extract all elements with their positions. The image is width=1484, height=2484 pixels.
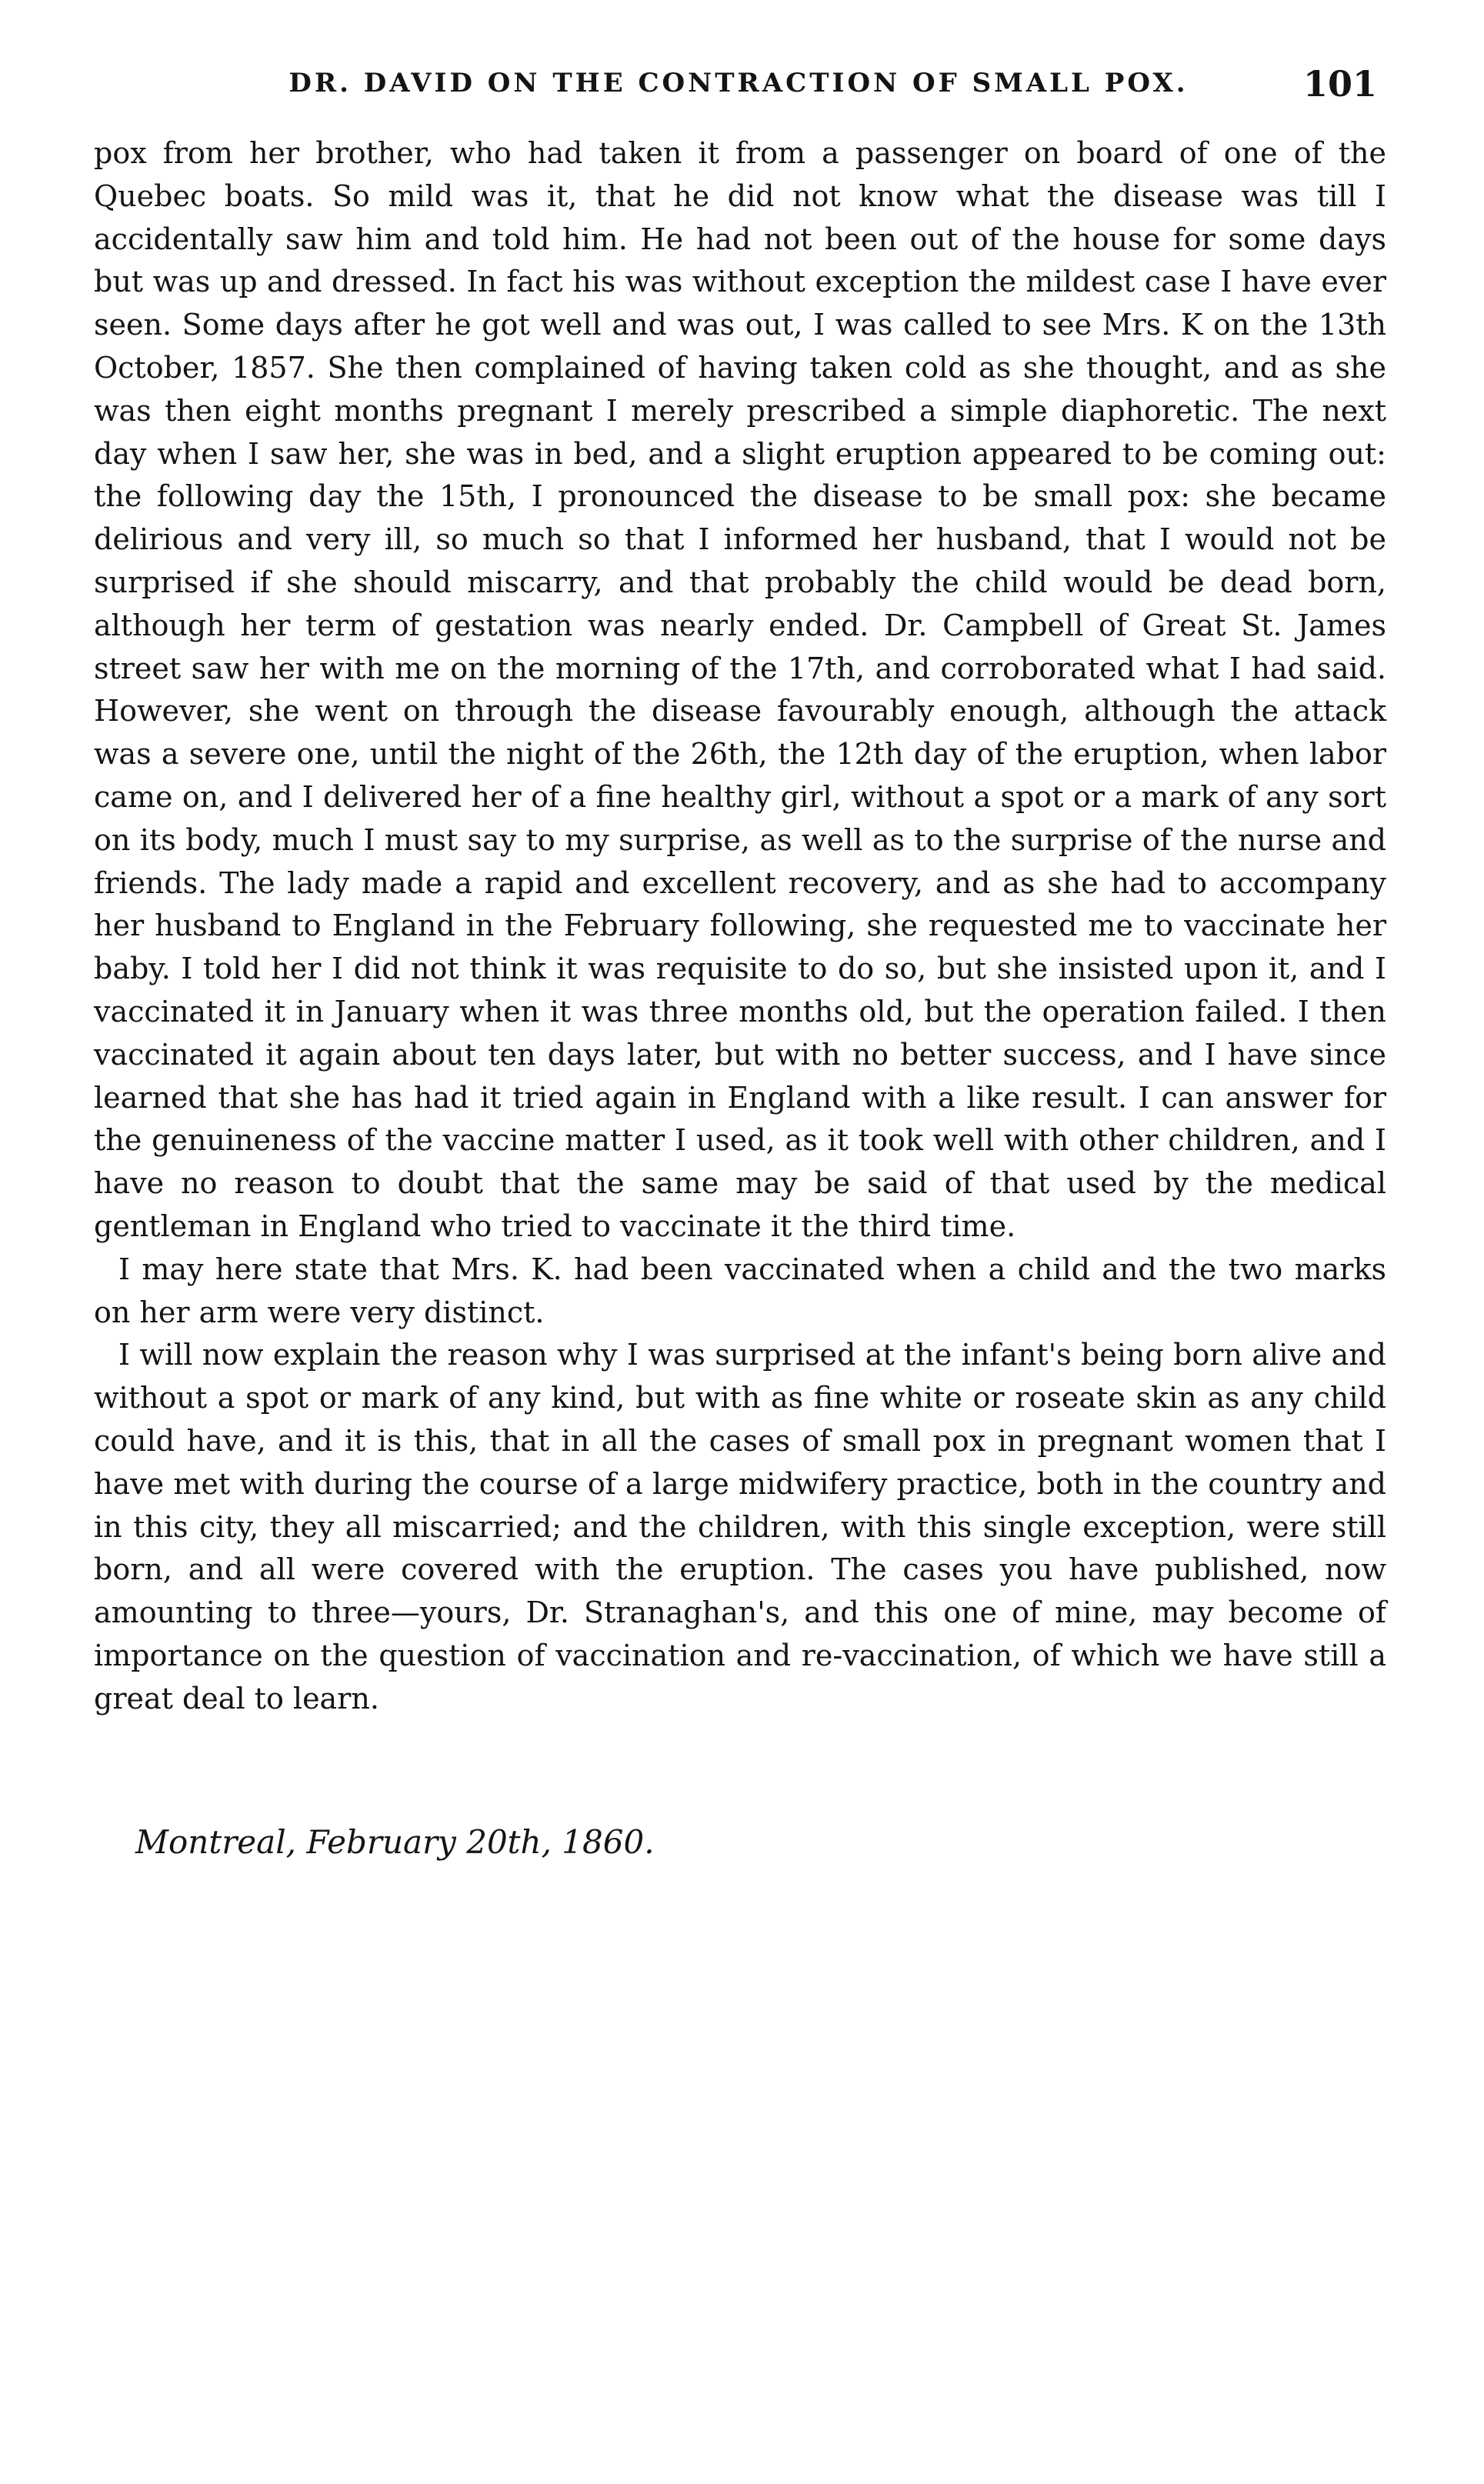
- page-number: 101: [1302, 63, 1377, 105]
- paragraph-vaccination-note: I may here state that Mrs. K. had been vaccinated when a child and the two marks on her arm were very distinct.: [94, 1252, 1386, 1329]
- running-title: DR. DAVID ON THE CONTRACTION OF SMALL POX.: [288, 68, 1189, 98]
- paragraph-explanation: I will now explain the reason why I was surprised at the infant's being born alive and without a spot or mark of any kind, but with as fine white or roseate skin as any child could have, and it is this, that in all the cases of small pox in pregnant women that I have met with during the course of a large midwifery practice, both in the country and in this city, they all miscarried; and the children, with this single exception, were still born, and all were covered with the eruption. The cases you have published, now amounting to three—yours, Dr. Stranaghan's, and this one of mine, may become of importance on the question of vaccination and re-vaccination, of which we have still a great deal to learn.: [94, 1338, 1386, 1715]
- running-head: [100, 63, 1377, 122]
- signoff-place-date: Montreal, February 20th, 1860.: [135, 1823, 655, 1861]
- article-body: [94, 132, 1386, 1720]
- paragraph-continuation: pox from her brother, who had taken it from a passenger on board of one of the Quebec boats. So mild was it, that he did not know what the disease was till I accidentally saw him and told him. He had not been out of the house for some days but was up and dressed. In fact his was without exception the mildest case I have ever seen. Some days after he got well and was out, I was called to see Mrs. K on the 13th October, 1857. She then complained of having taken cold as she thought, and as she was then eight months pregnant I merely prescribed a simple diaphoretic. The next day when I saw her, she was in bed, and a slight eruption appeared to be coming out: the following day the 15th, I pronounced the disease to be small pox: she became delirious and very ill, so much so that I informed her husband, that I would not be surprised if she should miscarry, and that probably the child would be dead born, although her term of gestation was nearly ended. Dr. Campbell of Great St. James street saw her with me on the morning of the 17th, and corroborated what I had said. However, she went on through the disease favourably enough, although the attack was a severe one, until the night of the 26th, the 12th day of the eruption, when labor came on, and I delivered her of a fine healthy girl, without a spot or a mark of any sort on its body, much I must say to my surprise, as well as to the surprise of the nurse and friends. The lady made a rapid and excellent recovery, and as she had to accompany her husband to England in the February following, she requested me to vaccinate her baby. I told her I did not think it was requisite to do so, but she insisted upon it, and I vaccinated it in January when it was three months old, but the operation failed. I then vaccinated it again about ten days later, but with no better success, and I have since learned that she has had it tried again in England with a like result. I can answer for the genuineness of the vaccine matter I used, as it took well with other children, and I have no reason to doubt that the same may be said of that used by the medical gentleman in England who tried to vaccinate it the third time.: [94, 136, 1386, 1243]
